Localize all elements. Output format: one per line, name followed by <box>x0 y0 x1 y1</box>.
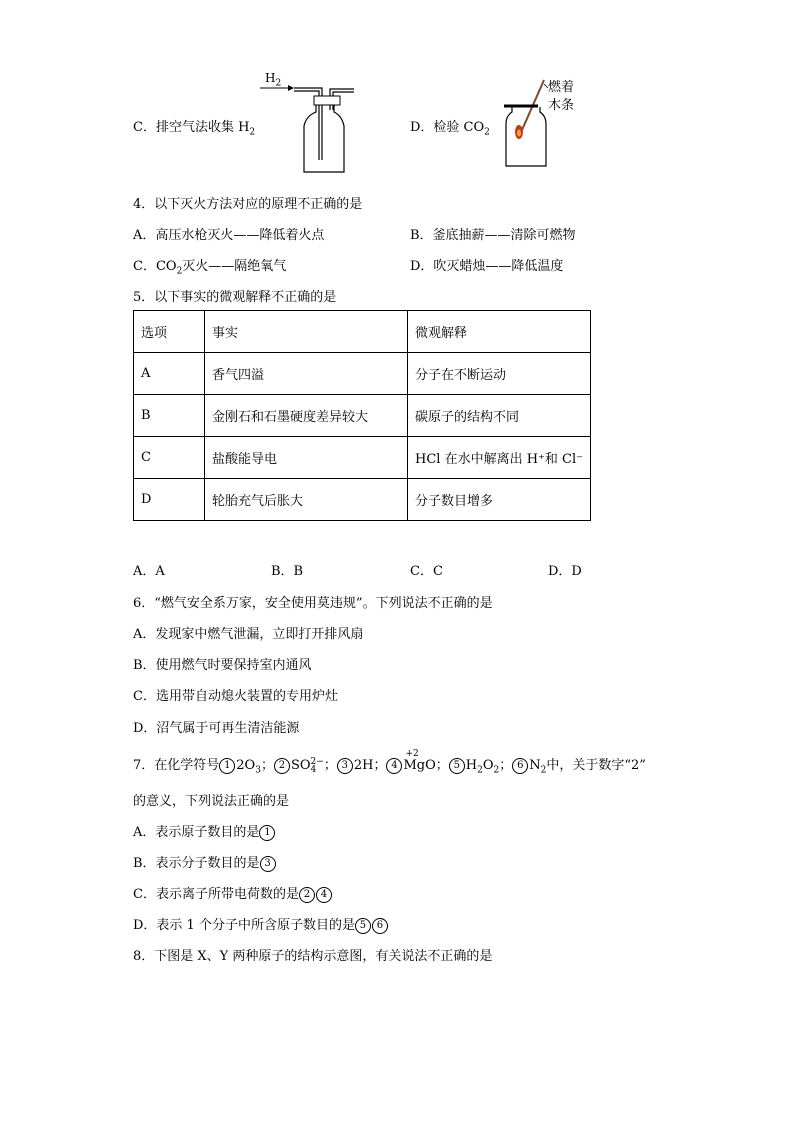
q5-option-b: B．B <box>271 564 304 579</box>
table-cell: D <box>134 479 205 521</box>
q7-option-c: C．表示离子所带电荷数的是 2 4 <box>133 883 333 903</box>
circled-number: 4 <box>316 887 332 903</box>
q5-option-a: A．A <box>133 564 165 579</box>
q4-stem: 4．以下灭火方法对应的原理不正确的是 <box>133 197 363 212</box>
table-row <box>134 395 591 437</box>
table-row <box>134 437 591 479</box>
q7-stem: 7．在化学符号 1 $2O_3$； 2 SO 2− 4 ； 3 2H； 4 +2 MgO； 5 $H_2O_2$； 6 $N_2$中，关于数字“2” <box>133 749 646 776</box>
q5-stem: 5．以下事实的微观解释不正确的是 <box>133 290 337 305</box>
circled-number: 1 <box>259 825 275 841</box>
burning-stick-label: 燃着 木条 <box>548 80 575 113</box>
table-cell: 分子在不断运动 <box>408 353 591 395</box>
table-cell: A <box>134 353 205 395</box>
table-cell: 金刚石和石墨硬度差异较大 <box>205 395 408 437</box>
q4-option-c: C．$CO_2$灭火——隔绝氧气 <box>133 259 287 277</box>
q4-option-d: D．吹灭蜡烛——降低温度 <box>410 259 564 274</box>
h2-arrow-label: $H_2$ <box>265 71 282 89</box>
circled-number: 6 <box>372 918 388 934</box>
table-cell: B <box>134 395 205 437</box>
circled-number: 3 <box>337 758 353 774</box>
table-row <box>134 353 591 395</box>
q6-stem: 6．“燃气安全系万家，安全使用莫违规”。下列说法不正确的是 <box>133 596 493 611</box>
q6-option-a: A．发现家中燃气泄漏，立即打开排风扇 <box>133 627 364 642</box>
gas-collection-bottle-diagram <box>258 80 358 180</box>
table-header-row <box>134 311 591 353</box>
q7-option-a: A．表示原子数目的是 1 <box>133 821 276 841</box>
circled-number: 6 <box>512 758 528 774</box>
table-header-cell: 选项 <box>134 311 205 353</box>
q5-option-d: D．D <box>548 564 582 579</box>
q7-option-d: D．表示 1 个分子中所含原子数目的是 5 6 <box>133 914 389 934</box>
q4-option-b: B．釜底抽薪——清除可燃物 <box>410 228 576 243</box>
q5-facts-table <box>133 310 591 521</box>
table-cell: 轮胎充气后胀大 <box>205 479 408 521</box>
q8-stem: 8．下图是 X、Y 两种原子的结构示意图，有关说法不正确的是 <box>133 949 493 964</box>
circled-number: 5 <box>449 758 465 774</box>
table-cell: 香气四溢 <box>205 353 408 395</box>
q3-option-d: D．检验 $CO_2$ <box>410 120 490 138</box>
circled-number: 2 <box>299 887 315 903</box>
table-header-cell: 微观解释 <box>408 311 591 353</box>
q6-option-d: D．沼气属于可再生清洁能源 <box>133 721 300 736</box>
table-row <box>134 479 591 521</box>
q7-stem-line2: 的意义，下列说法正确的是 <box>133 794 290 809</box>
q3-option-c: C．排空气法收集 $H_2$ <box>133 120 256 138</box>
table-cell: 分子数目增多 <box>408 479 591 521</box>
table-cell: C <box>134 437 205 479</box>
circled-number: 3 <box>260 856 276 872</box>
q4-option-a: A．高压水枪灭火——降低着火点 <box>133 228 325 243</box>
table-cell: 碳原子的结构不同 <box>408 395 591 437</box>
q6-option-b: B．使用燃气时要保持室内通风 <box>133 658 312 673</box>
table-cell: HCl 在水中解离出 H⁺和 Cl⁻ <box>408 437 591 479</box>
circled-number: 5 <box>355 918 371 934</box>
co2-test-bottle-diagram <box>500 78 560 173</box>
circled-number: 1 <box>219 758 235 774</box>
table-cell: 盐酸能导电 <box>205 437 408 479</box>
circled-number: 2 <box>274 758 290 774</box>
q7-option-b: B．表示分子数目的是 3 <box>133 852 277 872</box>
circled-number: 4 <box>386 758 402 774</box>
table-header-cell: 事实 <box>205 311 408 353</box>
q5-option-c: C．C <box>410 564 443 579</box>
q6-option-c: C．选用带自动熄火装置的专用炉灶 <box>133 689 338 704</box>
